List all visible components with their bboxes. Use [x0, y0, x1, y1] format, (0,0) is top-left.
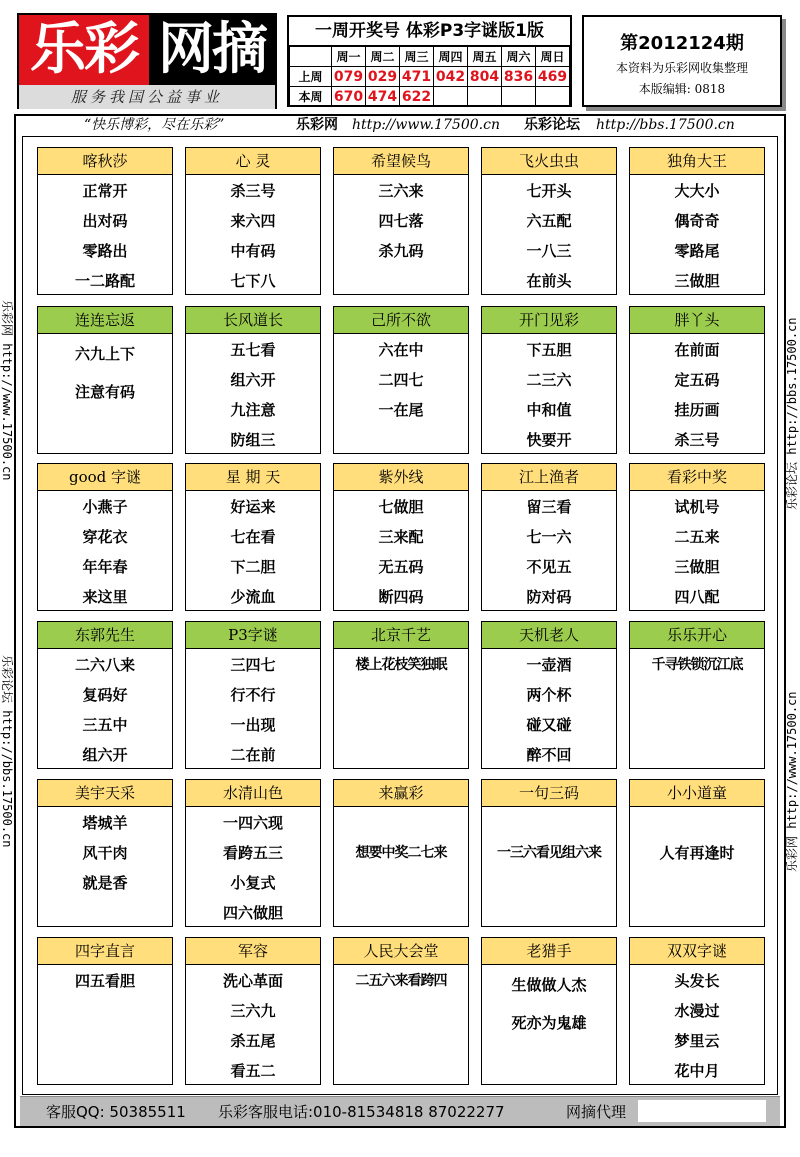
puzzle-card-title: 紫外线: [334, 464, 468, 491]
puzzle-lines: [186, 807, 320, 928]
motto: “快乐博彩，尽在乐彩”: [84, 117, 225, 133]
puzzle-card: [37, 147, 173, 295]
puzzle-line: 零路尾: [674, 242, 720, 260]
puzzle-line: [482, 808, 616, 838]
side-text-right-bottom: 乐彩网 http://www.17500.cn: [785, 691, 799, 872]
puzzle-card: [481, 306, 617, 454]
footer-bar: [20, 1096, 780, 1126]
puzzle-card: [37, 621, 173, 769]
forum-url[interactable]: http://bbs.17500.cn: [596, 117, 735, 133]
puzzle-line: 四六做胆: [222, 904, 283, 922]
puzzle-line: 七做胆: [378, 498, 424, 516]
issue-editor: 本版编辑: 0818: [638, 82, 726, 96]
puzzle-line: 塔城羊: [82, 814, 128, 832]
puzzle-line: 五七看: [230, 341, 276, 359]
puzzle-card-title: good 字谜: [38, 464, 172, 491]
puzzle-lines: [334, 491, 468, 612]
draw-number: 836: [502, 67, 536, 87]
issue-number: 第2012124期: [620, 33, 744, 54]
site-url[interactable]: http://www.17500.cn: [352, 117, 500, 133]
puzzle-line: 杀三号: [674, 431, 720, 449]
side-text-left-bottom: 乐彩论坛 http://bbs.17500.cn: [0, 655, 14, 848]
draw-number: [536, 87, 570, 107]
puzzle-line: 一壶酒: [526, 656, 572, 674]
puzzle-line: 中和值: [526, 401, 572, 419]
puzzle-lines: [186, 649, 320, 770]
puzzle-card-title: 军容: [186, 938, 320, 965]
puzzle-lines: [334, 175, 468, 266]
puzzle-line: 一在尾: [378, 401, 424, 419]
puzzle-line: 组六开: [82, 746, 128, 764]
puzzle-line: 留三看: [526, 498, 572, 516]
puzzle-card-title: 长风道长: [186, 307, 320, 334]
puzzle-card-title: 开门见彩: [482, 307, 616, 334]
puzzle-line: 两个杯: [526, 686, 572, 704]
weekday-row: [290, 47, 570, 67]
puzzle-lines: [334, 649, 468, 680]
puzzle-lines: [482, 334, 616, 455]
puzzle-line: 二在前: [230, 746, 276, 764]
draw-number: 474: [366, 87, 400, 107]
puzzle-line: 二四七: [378, 371, 424, 389]
draw-number: 670: [332, 87, 366, 107]
logo-text-red: 乐彩: [19, 15, 149, 85]
puzzle-line: 楼上花枝笑独眠: [355, 657, 447, 673]
puzzle-line: 挂历画: [674, 401, 720, 419]
puzzle-card-title: 北京千艺: [334, 622, 468, 649]
draw-number: [434, 87, 468, 107]
puzzle-card: [185, 779, 321, 927]
puzzle-lines: [482, 649, 616, 770]
draw-number: [502, 87, 536, 107]
puzzle-card-title: 希望候鸟: [334, 148, 468, 175]
puzzle-line: 七开头: [526, 182, 572, 200]
puzzle-line: 洗心革面: [222, 972, 283, 990]
puzzle-card: [629, 306, 765, 454]
puzzle-line: 六九上下: [74, 345, 135, 363]
draw-number: 471: [400, 67, 434, 87]
puzzle-card: [333, 937, 469, 1085]
puzzle-card: [481, 779, 617, 927]
puzzle-line: 千寻铁锁沉江底: [651, 657, 743, 673]
puzzle-line: 看跨五三: [222, 844, 283, 862]
puzzle-line: 注意有码: [74, 383, 135, 401]
puzzle-line: 人有再逢时: [659, 844, 735, 862]
puzzle-line: 无五码: [378, 558, 424, 576]
puzzle-card-title: 水清山色: [186, 780, 320, 807]
puzzle-card-title: 天机老人: [482, 622, 616, 649]
puzzle-line: 来这里: [82, 588, 128, 606]
draw-number: 469: [536, 67, 570, 87]
puzzle-card: [333, 306, 469, 454]
puzzle-card: [37, 463, 173, 611]
puzzle-card: [481, 463, 617, 611]
puzzle-lines: [630, 491, 764, 612]
puzzle-line: 看五二: [230, 1062, 276, 1080]
this-week-row: [290, 87, 570, 107]
puzzle-line: 七下八: [230, 272, 276, 290]
puzzle-lines: [630, 649, 764, 680]
puzzle-line: 三做胆: [674, 272, 720, 290]
draw-table-title: 一周开奖号 体彩P3字谜版1版: [289, 17, 570, 46]
puzzle-line: 防组三: [230, 431, 276, 449]
weekday-cell: 周五: [468, 47, 502, 67]
puzzle-card: [629, 621, 765, 769]
puzzle-lines: [38, 491, 172, 612]
side-text-left-top: 乐彩网 http://www.17500.cn: [0, 300, 14, 481]
puzzle-card: [333, 621, 469, 769]
puzzle-line: 来六四: [230, 212, 276, 230]
puzzle-line: 二三六: [526, 371, 572, 389]
puzzle-line: 大大小: [674, 182, 720, 200]
puzzle-line: 就是香: [82, 874, 128, 892]
puzzle-lines: [482, 965, 616, 1042]
puzzle-line: 三做胆: [674, 558, 720, 576]
puzzle-line: 二五来: [674, 528, 720, 546]
puzzle-line: 中有码: [230, 242, 276, 260]
puzzle-line: 零路出: [82, 242, 128, 260]
agent-blank: [638, 1100, 766, 1122]
puzzle-line: 风干肉: [82, 844, 128, 862]
puzzle-card-title: 乐乐开心: [630, 622, 764, 649]
puzzle-lines: [630, 175, 764, 296]
weekday-cell: 周日: [536, 47, 570, 67]
issue-note: 本资料为乐彩网收集整理: [615, 61, 748, 75]
puzzle-card-title: 看彩中奖: [630, 464, 764, 491]
weekday-cell: 周六: [502, 47, 536, 67]
puzzle-lines: [38, 175, 172, 296]
logo-slogan: 服务我国公益事业: [19, 85, 275, 109]
last-week-row: [290, 67, 570, 87]
puzzle-lines: [334, 965, 468, 996]
puzzle-card-title: P3字谜: [186, 622, 320, 649]
puzzle-lines: [630, 965, 764, 1086]
puzzle-card: [333, 463, 469, 611]
puzzle-line: 组六开: [230, 371, 276, 389]
puzzle-card: [185, 306, 321, 454]
puzzle-line: 四七落: [378, 212, 424, 230]
puzzle-lines: [38, 334, 172, 411]
puzzle-line: 行不行: [230, 686, 276, 704]
site-name: 乐彩网: [296, 117, 338, 133]
puzzle-line: 头发长: [674, 972, 720, 990]
puzzle-card-title: 连连忘返: [38, 307, 172, 334]
puzzle-card-title: 喀秋莎: [38, 148, 172, 175]
puzzle-line: 在前面: [674, 341, 720, 359]
puzzle-lines: [186, 965, 320, 1086]
puzzle-card: [481, 147, 617, 295]
agent-label: 网摘代理: [566, 1103, 627, 1121]
puzzle-lines: [38, 649, 172, 770]
puzzle-card-title: 己所不欲: [334, 307, 468, 334]
puzzle-line: 一二路配: [74, 272, 135, 290]
weekday-cell: 周四: [434, 47, 468, 67]
puzzle-line: 六在中: [378, 341, 424, 359]
puzzle-line: 在前头: [526, 272, 572, 290]
weekday-cell: 周二: [366, 47, 400, 67]
puzzle-line: 想要中奖二七来: [355, 845, 447, 861]
puzzle-lines: [482, 175, 616, 296]
puzzle-line: 三六来: [378, 182, 424, 200]
puzzle-line: 复码好: [82, 686, 128, 704]
puzzle-lines: [482, 807, 616, 868]
puzzle-lines: [38, 807, 172, 898]
puzzle-card-title: 独角大王: [630, 148, 764, 175]
puzzle-line: [630, 808, 764, 838]
puzzle-line: 一出现: [230, 716, 276, 734]
puzzle-card-title: 人民大会堂: [334, 938, 468, 965]
slogan-bar: [0, 115, 800, 135]
puzzle-card-title: 飞火虫虫: [482, 148, 616, 175]
puzzle-card: [37, 306, 173, 454]
puzzle-line: 三五中: [82, 716, 128, 734]
puzzle-lines: [38, 965, 172, 996]
puzzle-line: 定五码: [674, 371, 720, 389]
puzzle-card: [629, 937, 765, 1085]
weekday-cell: 周三: [400, 47, 434, 67]
puzzle-lines: [186, 334, 320, 455]
puzzle-card-title: 星 期 天: [186, 464, 320, 491]
puzzle-lines: [186, 175, 320, 296]
puzzle-line: 不见五: [526, 558, 572, 576]
weekday-cell: 周一: [332, 47, 366, 67]
puzzle-card: [481, 937, 617, 1085]
puzzle-card: [629, 463, 765, 611]
puzzle-line: 九注意: [230, 401, 276, 419]
last-week-label: 上周: [290, 67, 332, 87]
puzzle-card-title: 四字直言: [38, 938, 172, 965]
puzzle-line: 四五看胆: [74, 972, 135, 990]
puzzle-line: 水漫过: [674, 1002, 720, 1020]
puzzle-line: 一四六现: [222, 814, 283, 832]
forum-name: 乐彩论坛: [524, 117, 580, 133]
puzzle-line: 死亦为鬼雄: [511, 1014, 587, 1032]
draw-number: 804: [468, 67, 502, 87]
puzzle-line: 一三六看见组六来: [497, 845, 601, 861]
puzzle-card: [629, 779, 765, 927]
issue-box: [582, 15, 782, 107]
puzzle-line: 二六八来: [74, 656, 135, 674]
draw-number: 029: [366, 67, 400, 87]
puzzle-card: [185, 937, 321, 1085]
this-week-label: 本周: [290, 87, 332, 107]
puzzle-line: 杀三号: [230, 182, 276, 200]
weekly-draw-table: [287, 15, 572, 107]
puzzle-lines: [482, 491, 616, 612]
puzzle-line: 生做做人杰: [511, 976, 587, 994]
puzzle-lines: [186, 491, 320, 612]
puzzle-card: [37, 937, 173, 1085]
puzzle-lines: [334, 807, 468, 868]
puzzle-line: 七在看: [230, 528, 276, 546]
puzzle-lines: [630, 334, 764, 455]
puzzle-line: 快要开: [526, 431, 572, 449]
side-text-right-top: 乐彩论坛 http://bbs.17500.cn: [785, 317, 799, 510]
draw-number: 079: [332, 67, 366, 87]
puzzle-line: 年年春: [82, 558, 128, 576]
logo-text-black: 网摘: [149, 15, 275, 85]
corner-cell: [290, 47, 332, 67]
puzzle-card: [185, 621, 321, 769]
puzzle-line: 断四码: [378, 588, 424, 606]
customer-phone: 乐彩客服电话:010-81534818 87022277: [218, 1103, 505, 1121]
puzzle-line: 下五胆: [526, 341, 572, 359]
puzzle-card-title: 胖丫头: [630, 307, 764, 334]
puzzle-line: 二五六来看跨四: [355, 973, 447, 989]
draw-number: 042: [434, 67, 468, 87]
puzzle-card-title: 老猎手: [482, 938, 616, 965]
puzzle-card-title: 美宇天采: [38, 780, 172, 807]
puzzle-line: 正常开: [82, 182, 128, 200]
puzzle-line: 三四七: [230, 656, 276, 674]
puzzle-line: 小燕子: [82, 498, 128, 516]
draw-number: 622: [400, 87, 434, 107]
puzzle-card: [629, 147, 765, 295]
puzzle-card-title: 心 灵: [186, 148, 320, 175]
puzzle-card: [481, 621, 617, 769]
puzzle-lines: [630, 807, 764, 868]
puzzle-card-title: 来赢彩: [334, 780, 468, 807]
puzzle-line: 小复式: [230, 874, 276, 892]
logo: [17, 13, 277, 109]
puzzle-line: 一八三: [526, 242, 572, 260]
puzzle-card: [185, 147, 321, 295]
puzzle-card: [185, 463, 321, 611]
puzzle-lines: [334, 334, 468, 425]
puzzle-line: 偶奇奇: [674, 212, 720, 230]
puzzle-line: [334, 808, 468, 838]
puzzle-card-title: 小小道童: [630, 780, 764, 807]
puzzle-line: 三六九: [230, 1002, 276, 1020]
puzzle-card-title: 江上渔者: [482, 464, 616, 491]
puzzle-line: 醉不回: [526, 746, 572, 764]
puzzle-card-title: 一句三码: [482, 780, 616, 807]
puzzle-line: 四八配: [674, 588, 720, 606]
puzzle-line: 碰又碰: [526, 716, 572, 734]
puzzle-card: [333, 147, 469, 295]
puzzle-line: 防对码: [526, 588, 572, 606]
puzzle-line: 试机号: [674, 498, 720, 516]
puzzle-line: 杀九码: [378, 242, 424, 260]
customer-qq: 客服QQ: 50385511: [46, 1103, 186, 1121]
puzzle-card: [37, 779, 173, 927]
puzzle-line: 穿花衣: [82, 528, 128, 546]
puzzle-line: 出对码: [82, 212, 128, 230]
puzzle-card-title: 双双字谜: [630, 938, 764, 965]
puzzle-line: 好运来: [230, 498, 276, 516]
puzzle-line: 梦里云: [674, 1032, 720, 1050]
puzzle-line: 下二胆: [230, 558, 276, 576]
puzzle-line: 七一六: [526, 528, 572, 546]
puzzle-line: 三来配: [378, 528, 424, 546]
puzzle-line: 花中月: [674, 1062, 720, 1080]
puzzle-card: [333, 779, 469, 927]
puzzle-line: 杀五尾: [230, 1032, 276, 1050]
draw-number: [468, 87, 502, 107]
puzzle-line: 六五配: [526, 212, 572, 230]
puzzle-card-title: 东郭先生: [38, 622, 172, 649]
puzzle-line: 少流血: [230, 588, 276, 606]
